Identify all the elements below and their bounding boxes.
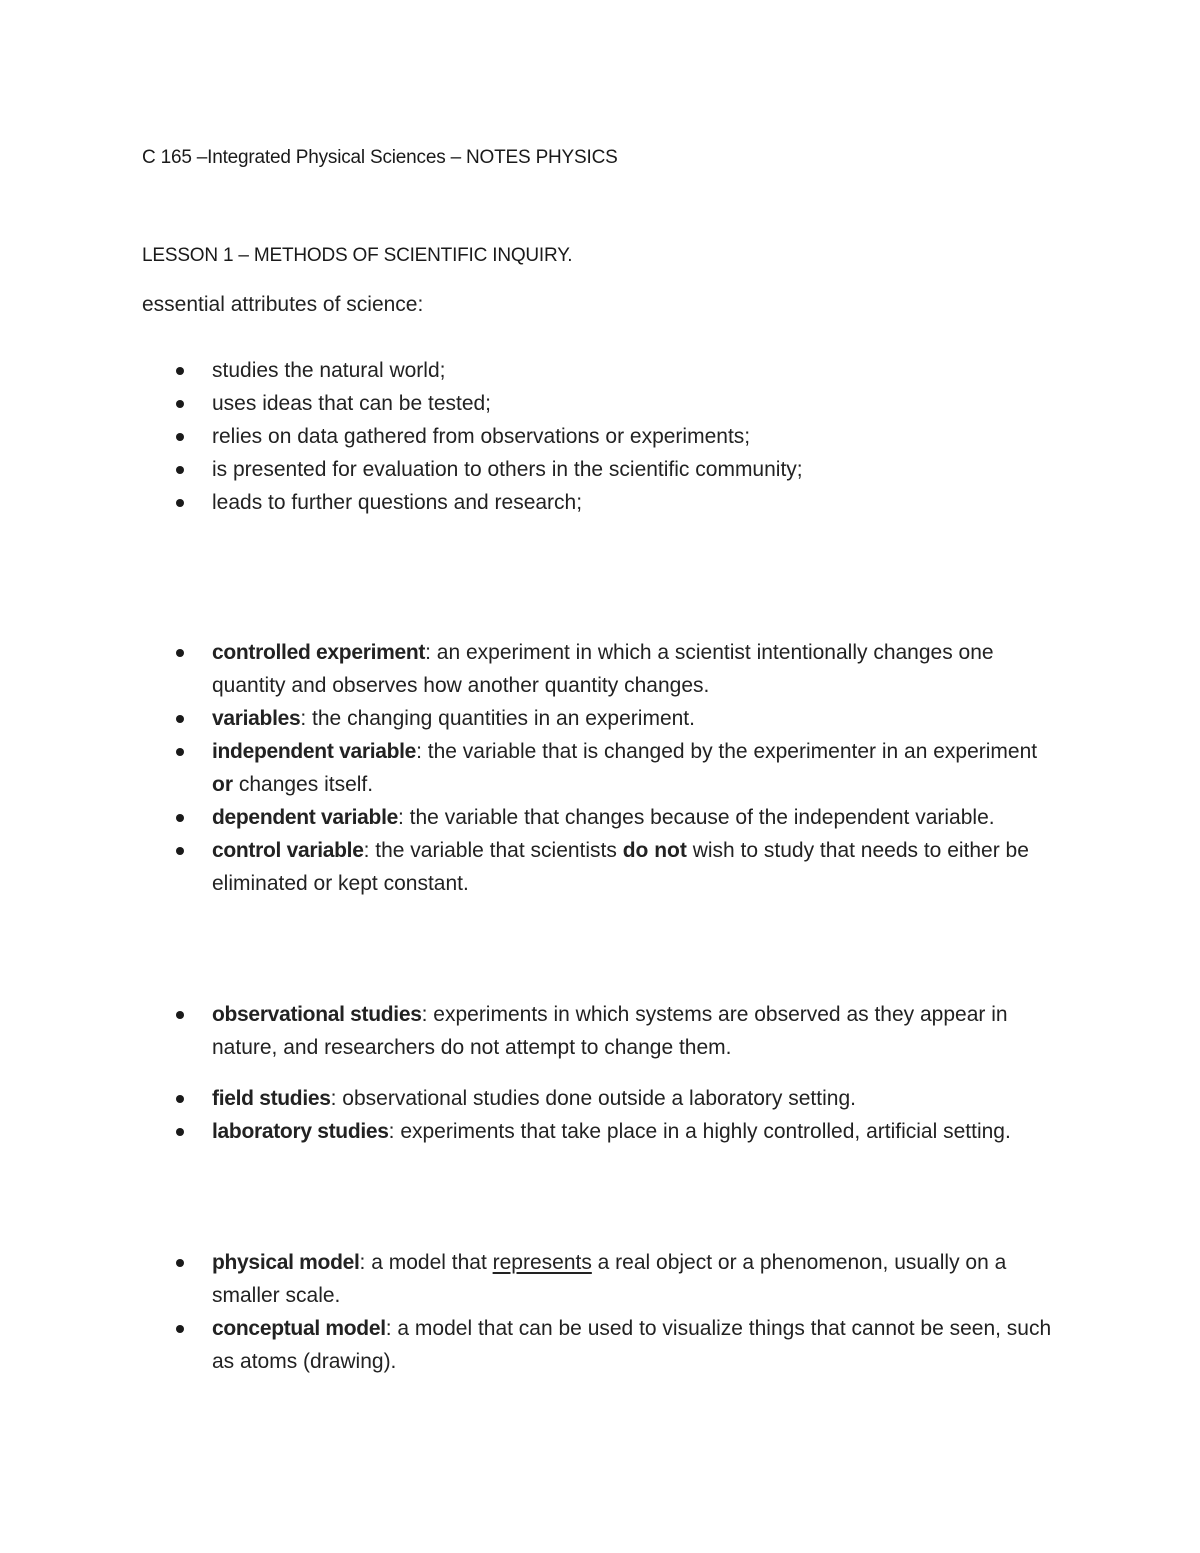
document-title: C 165 –Integrated Physical Sciences – NOTES PHYSICS xyxy=(142,147,618,168)
item-text: studies the natural world; xyxy=(212,359,446,382)
item-text: is presented for evaluation to others in the scientific community; xyxy=(212,458,803,481)
definition-term: conceptual model xyxy=(212,1317,386,1340)
bullet-icon xyxy=(176,847,184,855)
definition-field-studies xyxy=(0,1082,1200,1115)
bullet-icon xyxy=(176,649,184,657)
bullet-icon xyxy=(176,400,184,408)
definition-text-end: a real object or a phenomenon, usually on a smaller scale. xyxy=(212,1251,1007,1307)
definition-term: independent variable xyxy=(212,740,417,763)
definition-emphasis: do not xyxy=(622,839,687,862)
definition-text: : observational studies done outside a laboratory setting. xyxy=(330,1087,856,1110)
variables-list xyxy=(0,636,1200,900)
bullet-icon xyxy=(176,715,184,723)
definition-term: dependent variable xyxy=(212,806,398,829)
definition-text-end: wish to study that needs to either be eliminated or kept constant. xyxy=(212,839,1029,895)
definition-dependent-variable xyxy=(0,801,1200,834)
definition-term: controlled experiment xyxy=(212,641,426,664)
list-item xyxy=(0,420,1200,453)
definition-text: : an experiment in which a scientist intentionally changes one quantity and observes how another quantity changes. xyxy=(212,641,994,697)
bullet-icon xyxy=(176,1259,184,1267)
bullet-icon xyxy=(176,814,184,822)
definition-physical-model xyxy=(0,1246,1200,1312)
bullet-icon xyxy=(176,466,184,474)
bullet-icon xyxy=(176,748,184,756)
item-text: leads to further questions and research; xyxy=(212,491,583,514)
definition-emphasis: or xyxy=(212,773,233,796)
definition-independent-variable xyxy=(0,735,1200,801)
list-item xyxy=(0,387,1200,420)
section-intro: essential attributes of science: xyxy=(142,293,424,316)
definition-text: : the variable that is changed by the experimenter in an experiment xyxy=(416,740,1038,763)
list-item xyxy=(0,453,1200,486)
item-text: relies on data gathered from observations or experiments; xyxy=(212,425,751,448)
definition-text: : a model that xyxy=(359,1251,493,1274)
models-list xyxy=(0,1246,1200,1378)
definition-control-variable xyxy=(0,834,1200,900)
definition-term: physical model xyxy=(212,1251,360,1274)
bullet-icon xyxy=(176,1128,184,1136)
item-text: uses ideas that can be tested; xyxy=(212,392,492,415)
definition-text: : experiments in which systems are observed as they appear in nature, and researchers do not attempt to change them. xyxy=(212,1003,1008,1059)
definition-controlled-experiment xyxy=(0,636,1200,702)
definition-term: field studies xyxy=(212,1087,331,1110)
list-item xyxy=(0,354,1200,387)
definition-term: observational studies xyxy=(212,1003,422,1026)
definition-conceptual-model xyxy=(0,1312,1200,1378)
definition-text: : the variable that changes because of the independent variable. xyxy=(398,806,995,829)
definition-text: : experiments that take place in a highly controlled, artificial setting. xyxy=(388,1120,1011,1143)
bullet-icon xyxy=(176,433,184,441)
lesson-title: LESSON 1 – METHODS OF SCIENTIFIC INQUIRY. xyxy=(142,245,573,266)
bullet-icon xyxy=(176,1095,184,1103)
bullet-icon xyxy=(176,499,184,507)
attributes-list xyxy=(0,354,1200,519)
definition-text: : a model that can be used to visualize things that cannot be seen, such as atoms (drawing). xyxy=(212,1317,1052,1373)
bullet-icon xyxy=(176,1325,184,1333)
bullet-icon xyxy=(176,1011,184,1019)
definition-text: : the variable that scientists xyxy=(363,839,623,862)
list-item xyxy=(0,486,1200,519)
definition-observational-studies xyxy=(0,998,1200,1064)
definition-term: control variable xyxy=(212,839,364,862)
bullet-icon xyxy=(176,367,184,375)
definition-laboratory-studies xyxy=(0,1115,1200,1148)
definition-variables xyxy=(0,702,1200,735)
definition-term: variables xyxy=(212,707,301,730)
definition-text-end: changes itself. xyxy=(233,773,374,796)
studies-list xyxy=(0,998,1200,1148)
definition-text: : the changing quantities in an experiment. xyxy=(300,707,695,730)
definition-term: laboratory studies xyxy=(212,1120,389,1143)
underlined-word: represents xyxy=(492,1251,592,1274)
